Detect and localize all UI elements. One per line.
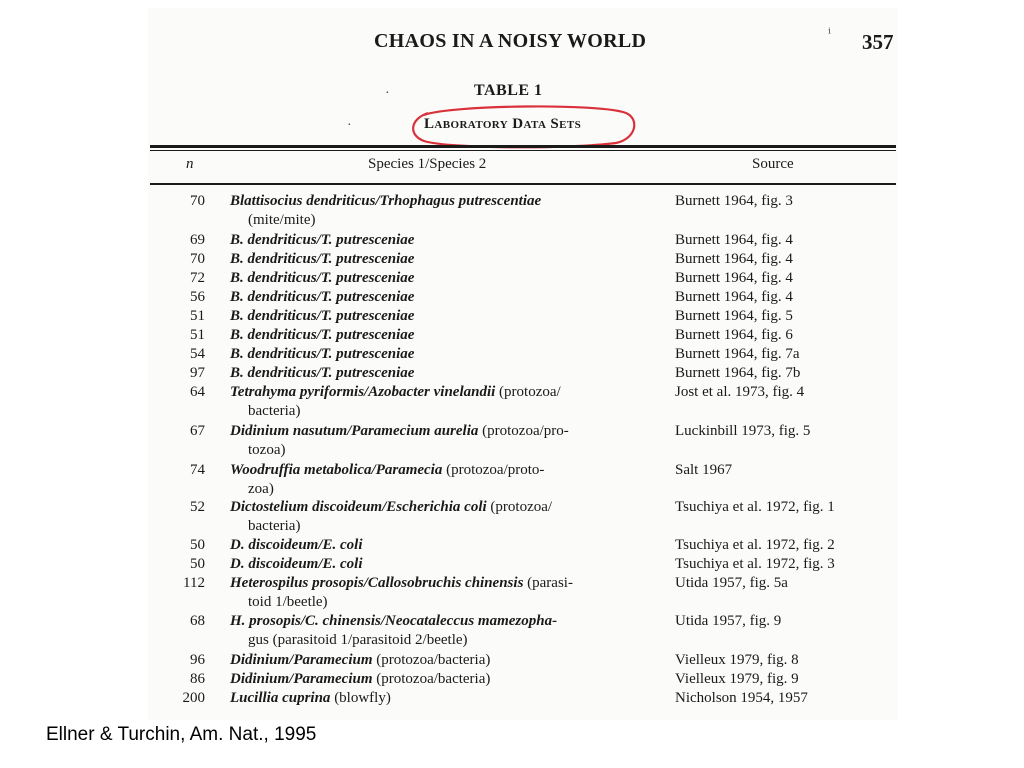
row-n-value: 200 [182, 690, 205, 706]
row-source: Burnett 1964, fig. 4 [675, 251, 793, 267]
row-species [230, 269, 660, 288]
row-n-value: 68 [190, 613, 205, 629]
species-name: D. discoideum/E. coli [230, 556, 363, 572]
running-title: CHAOS IN A NOISY WORLD [374, 30, 647, 52]
row-n-value: 50 [190, 556, 205, 572]
table-caption: Laboratory Data Sets [424, 116, 582, 132]
row-species [230, 288, 660, 307]
scan-speck: ⁱ [828, 27, 831, 42]
species-name: B. dendriticus/T. putresceniae [230, 365, 415, 381]
row-species [230, 326, 660, 345]
row-source: Burnett 1964, fig. 3 [675, 193, 793, 209]
row-source: Burnett 1964, fig. 7b [675, 365, 801, 381]
row-source: Utida 1957, fig. 5a [675, 575, 788, 591]
species-name: Didinium/Paramecium [230, 671, 373, 687]
citation-footer: Ellner & Turchin, Am. Nat., 1995 [46, 724, 317, 745]
row-species [230, 307, 660, 326]
row-n-value: 64 [190, 384, 205, 400]
species-name: Woodruffia metabolica/Paramecia [230, 462, 443, 478]
column-header-source: Source [752, 156, 794, 172]
row-source: Burnett 1964, fig. 4 [675, 232, 793, 248]
row-species [230, 231, 660, 250]
table-header-rule [150, 183, 896, 185]
table-label: TABLE 1 [474, 82, 543, 99]
row-n-value: 51 [190, 308, 205, 324]
row-species [230, 383, 660, 421]
species-note: (protozoa/pro- [482, 423, 569, 439]
species-name: Heterospilus prosopis/Callosobruchis chinensis [230, 575, 524, 591]
species-name: B. dendriticus/T. putresceniae [230, 251, 415, 267]
species-continuation: gus (parasitoid 1/parasitoid 2/beetle) [248, 632, 468, 648]
species-name: B. dendriticus/T. putresceniae [230, 289, 415, 305]
column-header-species: Species 1/Species 2 [368, 156, 487, 172]
species-continuation: zoa) [248, 481, 274, 497]
row-source: Vielleux 1979, fig. 9 [675, 671, 799, 687]
row-source: Utida 1957, fig. 9 [675, 613, 782, 629]
species-continuation: tozoa) [248, 442, 286, 458]
row-n-value: 56 [190, 289, 205, 305]
row-n-value: 52 [190, 499, 205, 515]
species-continuation: bacteria) [248, 403, 301, 419]
row-n-value: 74 [190, 462, 205, 478]
row-source: Burnett 1964, fig. 7a [675, 346, 800, 362]
row-source: Tsuchiya et al. 1972, fig. 3 [675, 556, 835, 572]
row-species [230, 422, 660, 460]
row-species [230, 670, 660, 689]
row-source: Jost et al. 1973, fig. 4 [675, 384, 805, 400]
species-name: Didinium/Paramecium [230, 652, 373, 668]
species-name: B. dendriticus/T. putresceniae [230, 270, 415, 286]
species-note: (protozoa/ [490, 499, 553, 515]
row-n-value: 70 [190, 251, 205, 267]
table-top-rule [150, 145, 896, 148]
row-n-value: 97 [190, 365, 205, 381]
species-note: (blowfly) [334, 690, 391, 706]
row-n-value: 67 [190, 423, 205, 439]
row-n-value: 69 [190, 232, 205, 248]
row-source: Tsuchiya et al. 1972, fig. 2 [675, 537, 835, 553]
row-species [230, 461, 660, 499]
row-n-value: 51 [190, 327, 205, 343]
species-name: B. dendriticus/T. putresceniae [230, 232, 415, 248]
row-source: Burnett 1964, fig. 4 [675, 289, 793, 305]
species-name: B. dendriticus/T. putresceniae [230, 346, 415, 362]
table-top-rule-thin [150, 150, 896, 151]
row-source: Burnett 1964, fig. 4 [675, 270, 793, 286]
row-source: Salt 1967 [675, 462, 733, 478]
row-n-value: 54 [190, 346, 205, 362]
row-source: Tsuchiya et al. 1972, fig. 1 [675, 499, 835, 515]
row-species [230, 364, 660, 383]
row-n-value: 50 [190, 537, 205, 553]
row-species [230, 612, 660, 650]
species-name: Tetrahyma pyriformis/Azobacter vinelandii [230, 384, 496, 400]
scan-speck: · [385, 86, 390, 101]
species-name: Dictostelium discoideum/Escherichia coli [230, 499, 487, 515]
row-species [230, 555, 660, 574]
row-species [230, 536, 660, 555]
species-note: (parasi- [527, 575, 573, 591]
scan-speck: · [347, 118, 352, 133]
species-continuation: bacteria) [248, 518, 301, 534]
species-name: H. prosopis/C. chinensis/Neocataleccus mamezopha- [230, 613, 558, 629]
species-name: B. dendriticus/T. putresceniae [230, 308, 415, 324]
column-header-n: n [186, 156, 194, 172]
row-species [230, 345, 660, 364]
species-name: Blattisocius dendriticus/Trhophagus putrescentiae [230, 193, 542, 209]
row-species [230, 651, 660, 670]
row-n-value: 112 [183, 575, 205, 591]
species-note: (protozoa/bacteria) [376, 671, 491, 687]
species-note: (protozoa/bacteria) [376, 652, 491, 668]
row-species [230, 498, 660, 536]
row-source: Vielleux 1979, fig. 8 [675, 652, 799, 668]
species-note: (protozoa/ [499, 384, 561, 400]
species-name: Lucillia cuprina [230, 690, 331, 706]
row-species [230, 250, 660, 269]
row-source: Burnett 1964, fig. 5 [675, 308, 793, 324]
species-name: Didinium nasutum/Paramecium aurelia [230, 423, 479, 439]
species-name: B. dendriticus/T. putresceniae [230, 327, 415, 343]
row-n-value: 72 [190, 270, 205, 286]
row-source: Nicholson 1954, 1957 [675, 690, 808, 706]
row-species [230, 574, 660, 612]
page-number: 357 [862, 30, 894, 54]
species-note: (mite/mite) [248, 212, 316, 228]
row-n-value: 86 [190, 671, 205, 687]
row-n-value: 70 [190, 193, 205, 209]
species-continuation: toid 1/beetle) [248, 594, 328, 610]
species-note: (protozoa/proto- [446, 462, 545, 478]
row-source: Burnett 1964, fig. 6 [675, 327, 793, 343]
row-species [230, 689, 660, 708]
row-n-value: 96 [190, 652, 205, 668]
row-source: Luckinbill 1973, fig. 5 [675, 423, 811, 439]
species-name: D. discoideum/E. coli [230, 537, 363, 553]
row-species [230, 192, 660, 230]
